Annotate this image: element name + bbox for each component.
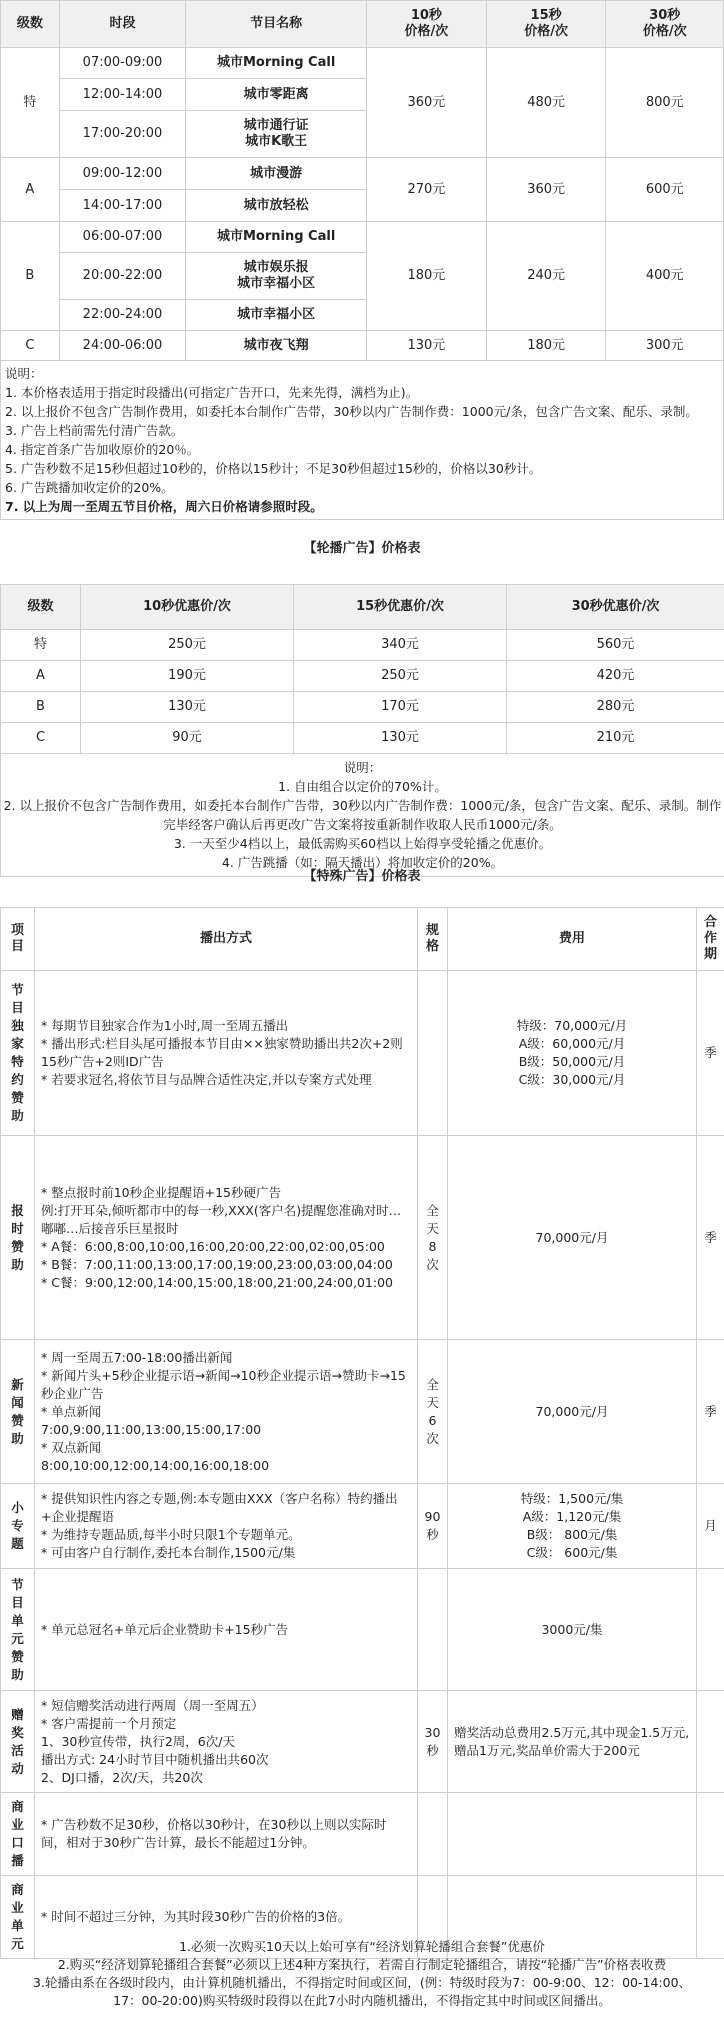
discount-15s: 130元 <box>294 723 507 754</box>
note-line: 3. 一天至少4档以上，最低需购买60档以上始得享受轮播之优惠价。 <box>173 836 552 851</box>
discount-30s: 210元 <box>507 723 724 754</box>
method-text: * 每期节目独家合作为1小时,周一至周五播出 * 播出形式:栏目头尾可播报本节目由××独家赞助播出共2次+2则15秒广告+2则ID广告 * 若要求冠名,将依节目与品牌合适性决定,并以专案方式处理 <box>35 971 418 1136</box>
discount-10s: 130元 <box>81 692 294 723</box>
cost-text: 3000元/集 <box>448 1569 697 1691</box>
grade-cell: 特 <box>1 48 60 158</box>
discount-15s: 250元 <box>294 661 507 692</box>
price-10s: 360元 <box>367 48 487 158</box>
header-method: 播出方式 <box>35 908 418 971</box>
rotation-header-row <box>1 1 724 48</box>
period-text <box>697 1569 724 1691</box>
note-line: 说明： <box>343 760 382 775</box>
grade-cell: B <box>1 692 81 723</box>
spec-text: 30 秒 <box>418 1691 448 1793</box>
spec-text <box>418 1793 448 1876</box>
period-text: 季 <box>697 1136 724 1340</box>
time-slot: 09:00-12:00 <box>59 158 186 190</box>
header-slot: 时段 <box>59 1 186 48</box>
time-slot: 22:00-24:00 <box>59 300 186 331</box>
spec-text: 90 秒 <box>418 1484 448 1569</box>
header-discount-30s: 30秒优惠价/次 <box>507 585 724 630</box>
discount-10s: 90元 <box>81 723 294 754</box>
footer-line: 3.轮播由系在各级时段内，由计算机随机播出，不得指定时间或区间，(例：特级时段为7：00-9:00、12：00-14:00、 <box>32 1975 692 1990</box>
discount-15s: 170元 <box>294 692 507 723</box>
footer-line: 17：00-20:00)购买特级时段得以在此7小时内随机播出，不得指定其中时间或区间播出。 <box>113 1993 611 2008</box>
method-text: * 时间不超过三分钟，为其时段30秒广告的价格的3倍。 <box>35 1876 418 1959</box>
period-text: 季 <box>697 971 724 1136</box>
project-name: 报 时 赞 助 <box>1 1136 35 1340</box>
method-text: * 提供知识性内容之专题,例:本专题由XXX（客户名称）特约播出+企业提醒语 * 为维持专题品质,每半小时只限1个专题单元。 * 可由客户自行制作,委托本台制作,1500元/集 <box>35 1484 418 1569</box>
header-cost: 费用 <box>448 908 697 971</box>
discount-15s: 340元 <box>294 630 507 661</box>
discount-notes <box>1 754 724 877</box>
method-text: * 短信赠奖活动进行两周（周一至周五） * 客户需提前一个月预定 1、30秒宣传带，执行2周，6次/天 播出方式: 24小时节目中随机播出共60次 2、DJ口播，2次/天，共20次 <box>35 1691 418 1793</box>
program-name: 城市放轻松 <box>186 190 367 222</box>
price-30s: 300元 <box>606 331 724 361</box>
price-15s: 240元 <box>486 222 606 331</box>
time-slot: 06:00-07:00 <box>59 222 186 253</box>
header-grade: 级数 <box>1 1 60 48</box>
method-text: * 广告秒数不足30秒，价格以30秒计，在30秒以上则以实际时间，相对于30秒广告计算，最长不能超过1分钟。 <box>35 1793 418 1876</box>
note-line: 4. 指定首条广告加收原价的20％。 <box>5 442 200 457</box>
discount-10s: 250元 <box>81 630 294 661</box>
table-row <box>1 222 724 253</box>
grade-cell: A <box>1 158 60 222</box>
table-row <box>1 331 724 361</box>
table-row <box>1 971 724 1136</box>
discount-header-row <box>1 585 724 630</box>
rotation-caption: 【轮播广告】价格表 <box>303 541 421 556</box>
table-row <box>1 723 724 754</box>
grade-cell: B <box>1 222 60 331</box>
table-row <box>1 1793 724 1876</box>
time-slot: 20:00-22:00 <box>59 253 186 300</box>
table-row <box>1 158 724 190</box>
project-name: 小 专 题 <box>1 1484 35 1569</box>
header-spec: 规 格 <box>418 908 448 971</box>
note-line: 3. 广告上档前需先付清广告款。 <box>5 423 184 438</box>
method-text: * 整点报时前10秒企业提醒语+15秒硬广告 例:打开耳朵,倾听都市中的每一秒,XXX(客户名)提醒您准确对时…嘟嘟…后接音乐巨星报时 * A餐：6:00,8:00,10:00,16:00,20:00,22:00,02:00,05:00 * B餐：7:00,11:00,13:00,17:00,19:00,23:00,03:00,04:00 * C餐：9:00,12:00,14:00,15:00,18:00,21:00,24:00,01:00 <box>35 1136 418 1340</box>
spec-text: 全 天 8 次 <box>418 1136 448 1340</box>
header-price-30s: 30秒 价格/次 <box>606 1 724 48</box>
footer-line: 1.必须一次购买10天以上始可享有“经济划算轮播组合套餐”优惠价 <box>179 1939 545 1954</box>
header-price-15s: 15秒 价格/次 <box>486 1 606 48</box>
discount-30s: 560元 <box>507 630 724 661</box>
discount-30s: 420元 <box>507 661 724 692</box>
program-name: 城市Morning Call <box>186 48 367 79</box>
period-text: 月 <box>697 1484 724 1569</box>
cost-text: 70,000元/月 <box>448 1136 697 1340</box>
note-line: 7. 以上为周一至周五节目价格，周六日价格请参照时段。 <box>5 499 323 514</box>
header-price-10s: 10秒 价格/次 <box>367 1 487 48</box>
table-row <box>1 1691 724 1793</box>
method-text: * 周一至周五7:00-18:00播出新闻 * 新闻片头+5秒企业提示语→新闻→10秒企业提示语→赞助卡→15秒企业广告 * 单点新闻 7:00,9:00,11:00,13:00,15:00,17:00 * 双点新闻 8:00,10:00,12:00,14:00,16:00,18:00 <box>35 1340 418 1484</box>
footer-notes <box>0 1938 724 2010</box>
program-name: 城市通行证 城市K歌王 <box>186 111 367 158</box>
grade-cell: 特 <box>1 630 81 661</box>
header-discount-10s: 10秒优惠价/次 <box>81 585 294 630</box>
program-name: 城市娱乐报 城市幸福小区 <box>186 253 367 300</box>
table-row <box>1 692 724 723</box>
discount-price-table <box>0 584 724 877</box>
note-line: 说明： <box>5 366 43 381</box>
table-row <box>1 48 724 79</box>
program-name: 城市零距离 <box>186 79 367 111</box>
program-name: 城市夜飞翔 <box>186 331 367 361</box>
time-slot: 07:00-09:00 <box>59 48 186 79</box>
note-line: 1. 自由组合以定价的70%计。 <box>278 779 447 794</box>
project-name: 赠 奖 活 动 <box>1 1691 35 1793</box>
project-name: 节 目 单 元 赞 助 <box>1 1569 35 1691</box>
cost-text: 特级：70,000元/月 A级：60,000元/月 B级：50,000元/月 C级：30,000元/月 <box>448 971 697 1136</box>
time-slot: 17:00-20:00 <box>59 111 186 158</box>
header-grade: 级数 <box>1 585 81 630</box>
program-name: 城市漫游 <box>186 158 367 190</box>
cost-text: 特级：1,500元/集 A级：1,120元/集 B级： 800元/集 C级： 600元/集 <box>448 1484 697 1569</box>
period-text: 季 <box>697 1340 724 1484</box>
note-line: 6. 广告跳播加收定价的20%。 <box>5 480 174 495</box>
program-name: 城市Morning Call <box>186 222 367 253</box>
table-row <box>1 1340 724 1484</box>
footer-line: 2.购买“经济划算轮播组合套餐”必须以上述4种方案执行，若需自行制定轮播组合，请按“轮播广告”价格表收费 <box>57 1957 667 1972</box>
time-slot: 24:00-06:00 <box>59 331 186 361</box>
header-program: 节目名称 <box>186 1 367 48</box>
header-period: 合 作 期 <box>697 908 724 971</box>
project-name: 商 业 单 元 <box>1 1876 35 1959</box>
rotation-price-table <box>0 0 724 520</box>
table-row <box>1 1484 724 1569</box>
price-15s: 480元 <box>486 48 606 158</box>
grade-cell: C <box>1 331 60 361</box>
price-30s: 800元 <box>606 48 724 158</box>
project-name: 新 闻 赞 助 <box>1 1340 35 1484</box>
note-line: 2. 以上报价不包含广告制作费用，如委托本台制作广告带，30秒以内广告制作费：1000元/条，包含广告文案、配乐、录制。制作完毕经客户确认后再更改广告文案将按重新制作收取人民币1000元/条。 <box>3 798 722 832</box>
price-30s: 600元 <box>606 158 724 222</box>
period-text <box>697 1793 724 1876</box>
note-line: 2. 以上报价不包含广告制作费用，如委托本台制作广告带，30秒以内广告制作费：1000元/条，包含广告文案、配乐、录制。 <box>5 404 698 419</box>
price-10s: 130元 <box>367 331 487 361</box>
discount-10s: 190元 <box>81 661 294 692</box>
table-row <box>1 630 724 661</box>
note-line: 5. 广告秒数不足15秒但超过10秒的，价格以15秒计；不足30秒但超过15秒的，价格以30秒计。 <box>5 461 542 476</box>
cost-text <box>448 1793 697 1876</box>
note-line: 4. 广告跳播（如：隔天播出）将加收定价的20%。 <box>221 855 504 870</box>
price-15s: 180元 <box>486 331 606 361</box>
time-slot: 12:00-14:00 <box>59 79 186 111</box>
header-discount-15s: 15秒优惠价/次 <box>294 585 507 630</box>
cost-text: 赠奖活动总费用2.5万元,其中现金1.5万元,赠品1万元,奖品单价需大于200元 <box>448 1691 697 1793</box>
notes-row <box>1 361 724 520</box>
spec-text: 全 天 6 次 <box>418 1340 448 1484</box>
program-name: 城市幸福小区 <box>186 300 367 331</box>
method-text: * 单元总冠名+单元后企业赞助卡+15秒广告 <box>35 1569 418 1691</box>
special-ad-table <box>0 907 724 1959</box>
table-row <box>1 1136 724 1340</box>
table-row <box>1 1569 724 1691</box>
price-15s: 360元 <box>486 158 606 222</box>
spec-text <box>418 1569 448 1691</box>
grade-cell: C <box>1 723 81 754</box>
price-30s: 400元 <box>606 222 724 331</box>
price-10s: 180元 <box>367 222 487 331</box>
table-row <box>1 661 724 692</box>
spec-text <box>418 971 448 1136</box>
project-name: 节 目 独 家 特 约 赞 助 <box>1 971 35 1136</box>
time-slot: 14:00-17:00 <box>59 190 186 222</box>
price-10s: 270元 <box>367 158 487 222</box>
note-line: 1. 本价格表适用于指定时段播出(可指定广告开口，先来先得，满档为止)。 <box>5 385 419 400</box>
notes-row <box>1 754 724 877</box>
cost-text: 70,000元/月 <box>448 1340 697 1484</box>
period-text <box>697 1691 724 1793</box>
special-caption: 【特殊广告】价格表 <box>303 869 421 884</box>
header-project: 项 目 <box>1 908 35 971</box>
grade-cell: A <box>1 661 81 692</box>
project-name: 商 业 口 播 <box>1 1793 35 1876</box>
rotation-notes <box>1 361 724 520</box>
discount-30s: 280元 <box>507 692 724 723</box>
special-header-row <box>1 908 724 971</box>
